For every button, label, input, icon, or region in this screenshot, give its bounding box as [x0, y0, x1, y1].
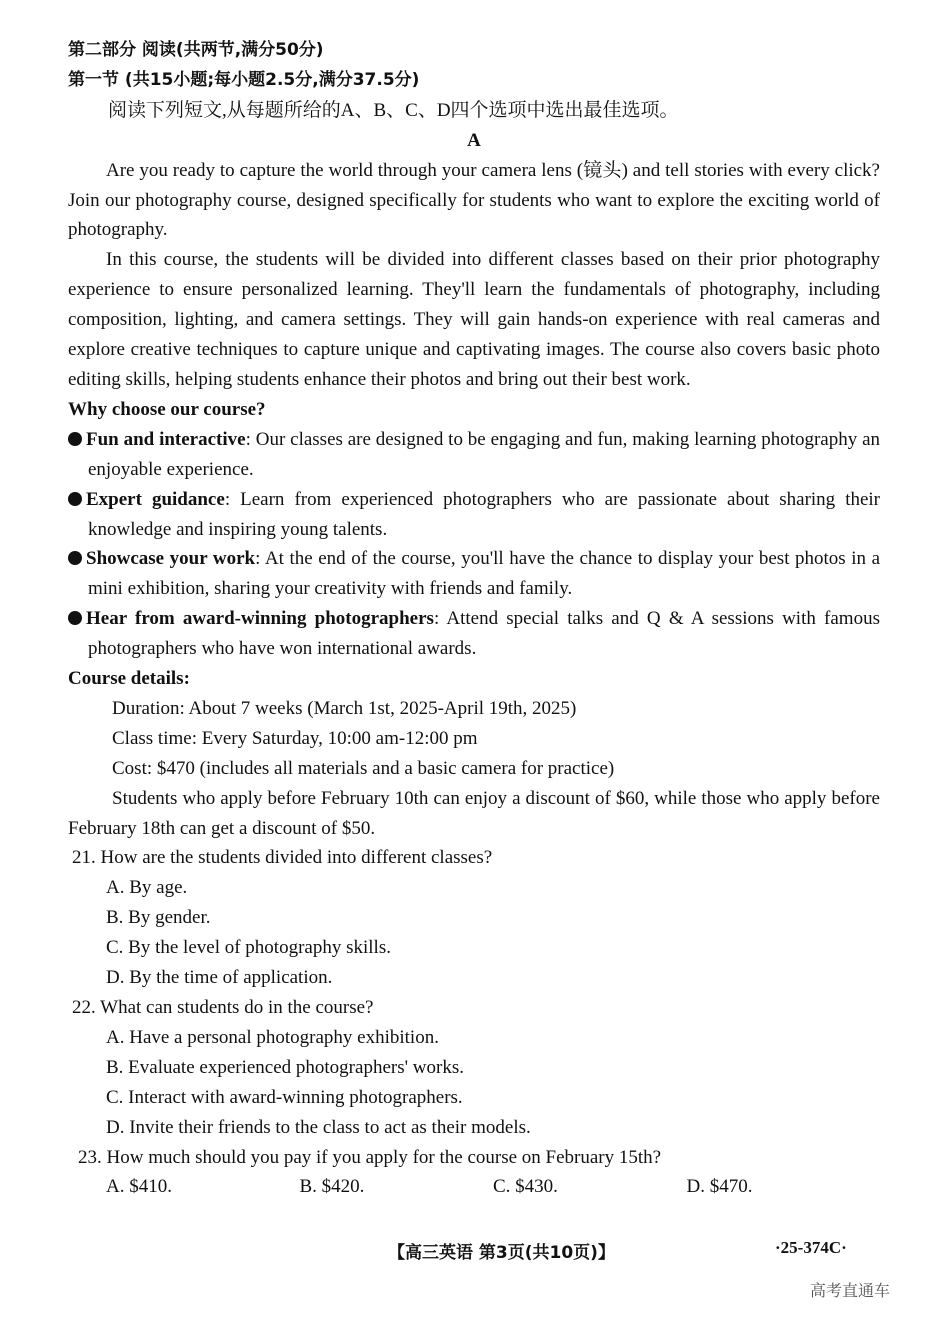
- option: A. $410.: [106, 1176, 172, 1198]
- question-stem: 23. How much should you pay if you apply for the course on February 15th?: [78, 1146, 662, 1168]
- reason-item: Expert guidance: Learn from experienced photographers who are passionate about sharing their knowledge and inspiring young talents.: [68, 485, 880, 545]
- reason-title: Showcase your work: [86, 548, 256, 570]
- footer-title: 【高三英语 第3页(共10页)】: [388, 1243, 615, 1263]
- details-heading: Course details:: [68, 668, 190, 690]
- option: C. Interact with award-winning photographers.: [106, 1086, 463, 1108]
- discount-text: Students who apply before February 10th can enjoy a discount of $60, while those who apply before February 18th can get a discount of $50.: [68, 787, 880, 839]
- option: A. By age.: [106, 877, 188, 899]
- paragraph: In this course, the students will be divided into different classes based on their prior photography experience to ensure personalized learning. They'll learn the fundamentals of photography, including composition, lighting, and camera settings. They will gain hands-on experience with real cameras and explore creative techniques to capture unique and captivating images. The course also covers basic photo editing skills, helping students enhance their photos and bring out their best work.: [68, 249, 880, 390]
- reason-title: Fun and interactive: [86, 428, 246, 450]
- option: D. Invite their friends to the class to act as their models.: [106, 1116, 531, 1138]
- detail-line: Class time: Every Saturday, 10:00 am-12:00 pm: [112, 727, 478, 749]
- option: B. Evaluate experienced photographers' works.: [106, 1056, 464, 1078]
- option: D. $470.: [686, 1176, 753, 1198]
- reason-text: Learn from experienced photographers who are passionate about sharing their knowledge and inspiring young talents.: [88, 488, 881, 540]
- paragraph: Are you ready to capture the world through your camera lens (镜头) and tell stories with every click? Join our photography course, designed specifically for students who want to explore the exciting world of photography.: [68, 159, 880, 241]
- question-stem: 22. What can students do in the course?: [72, 997, 374, 1018]
- reason-item: Hear from award-winning photographers: Attend special talks and Q & A sessions with famous photographers who have won international awards.: [68, 604, 880, 664]
- reason-item: Showcase your work: At the end of the course, you'll have the chance to display your best photos in a mini exhibition, sharing your creativity with friends and family.: [68, 544, 880, 604]
- detail-line: Cost: $470 (includes all materials and a basic camera for practice): [112, 757, 615, 779]
- option: A. Have a personal photography exhibition.: [106, 1026, 439, 1048]
- exam-page: [68, 36, 880, 1202]
- section-heading: 第一节 (共15小题;每小题2.5分,满分37.5分): [68, 69, 420, 90]
- reason-text: Attend special talks and Q & A sessions with famous photographers who have won international awards.: [88, 608, 880, 660]
- question-stem: 21. How are the students divided into different classes?: [72, 847, 493, 869]
- option: B. $420.: [299, 1176, 365, 1198]
- why-heading: Why choose our course?: [68, 398, 266, 420]
- bullet-icon: [68, 551, 82, 565]
- option: C. By the level of photography skills.: [106, 937, 391, 959]
- bullet-icon: [68, 432, 82, 446]
- option: B. By gender.: [106, 907, 211, 929]
- footer-code: ·25-374C·: [775, 1238, 847, 1257]
- option: D. By the time of application.: [106, 967, 333, 989]
- instruction: 阅读下列短文,从每题所给的A、B、C、D四个选项中选出最佳选项。: [108, 99, 679, 121]
- reason-title: Expert guidance: [86, 488, 225, 510]
- reason-title: Hear from award-winning photographers: [86, 608, 434, 630]
- reason-text: Our classes are designed to be engaging and fun, making learning photography an enjoyable experience.: [88, 428, 881, 480]
- bullet-icon: [68, 611, 82, 625]
- detail-line: Duration: About 7 weeks (March 1st, 2025-April 19th, 2025): [112, 697, 577, 719]
- watermark: 高考直通车: [810, 1281, 891, 1300]
- passage-label: A: [467, 129, 481, 151]
- reason-text: At the end of the course, you'll have the chance to display your best photos in a mini exhibition, sharing your creativity with friends and family.: [88, 548, 881, 600]
- bullet-icon: [68, 492, 82, 506]
- part-heading: 第二部分 阅读(共两节,满分50分): [68, 40, 324, 60]
- reason-item: Fun and interactive: Our classes are designed to be engaging and fun, making learning photography an enjoyable experience.: [68, 425, 880, 485]
- option: C. $430.: [493, 1176, 558, 1198]
- options-row: [68, 1172, 880, 1202]
